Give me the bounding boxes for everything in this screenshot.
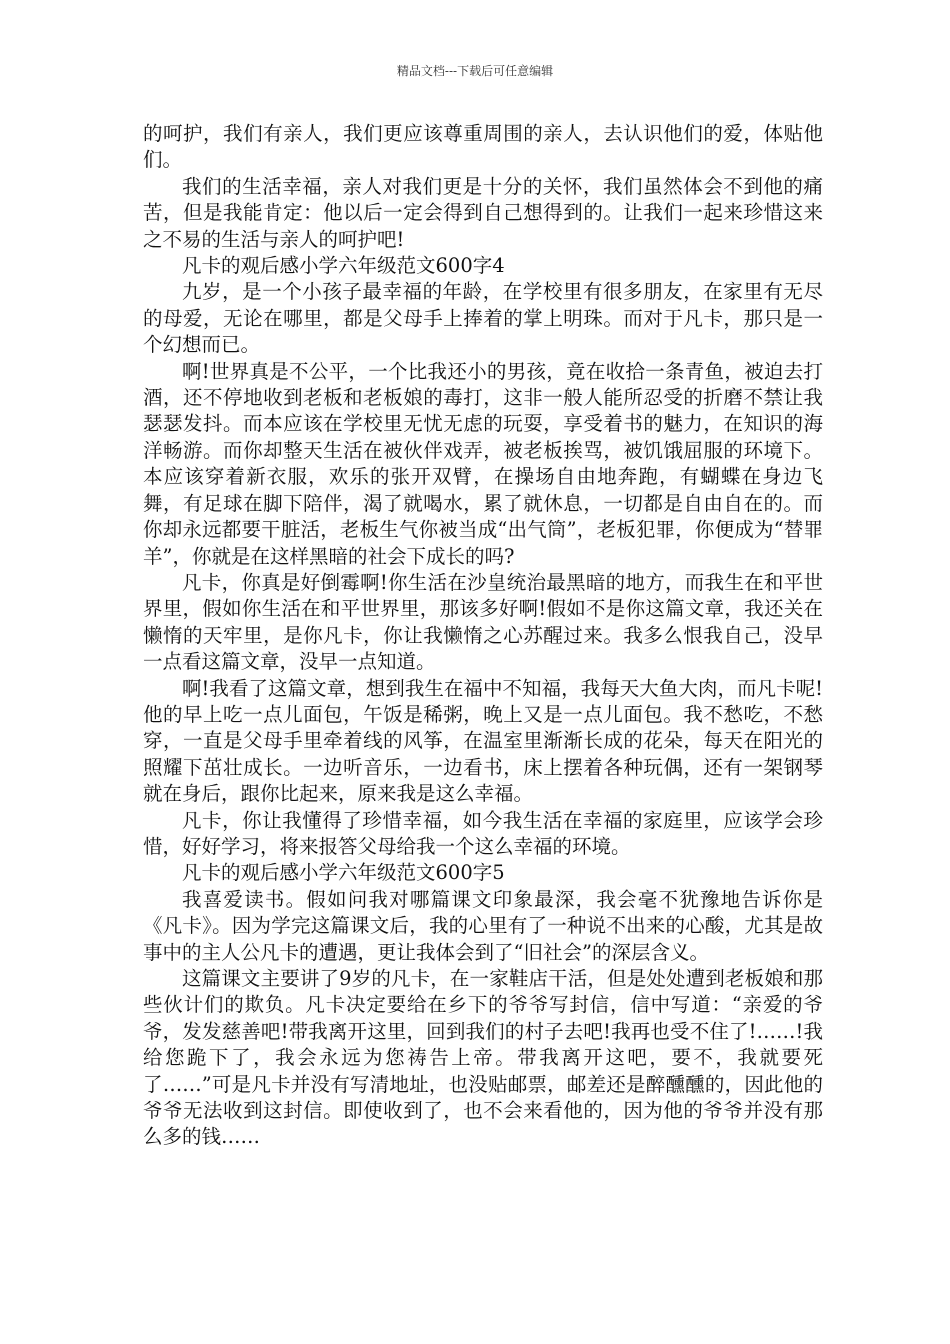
paragraph: 啊!我看了这篇文章，想到我生在福中不知福，我每天大鱼大肉，而凡卡呢!他的早上吃一点儿面包，午饭是稀粥，晚上又是一点儿面包。我不愁吃，不愁穿，一直是父母手里牵着线的风筝，在温室里渐渐长成的花朵，每天在阳光的照耀下茁壮成长。一边听音乐，一边看书，床上摆着各种玩偶，还有一架钢琴就在身后，跟你比起来，原来我是这么幸福。 [143, 676, 823, 806]
paragraph: 的呵护，我们有亲人，我们更应该尊重周围的亲人，去认识他们的爱，体贴他们。 [143, 122, 823, 172]
paragraph: 啊!世界真是不公平，一个比我还小的男孩，竟在收拾一条青鱼，被迫去打酒，还不停地收到老板和老板娘的毒打，这非一般人能所忍受的折磨不禁让我瑟瑟发抖。而本应该在学校里无忧无虑的玩耍，享受着书的魅力，在知识的海洋畅游。而你却整天生活在被伙伴戏弄，被老板挨骂，被饥饿屈服的环境下。本应该穿着新衣服，欢乐的张开双臂，在操场自由地奔跑，有蝴蝶在身边飞舞，有足球在脚下陪伴，渴了就喝水，累了就休息，一切都是自由自在的。而你却永远都要干脏活，老板生气你被当成“出气筒”，老板犯罪，你便成为“替罪羊”，你就是在这样黑暗的社会下成长的吗? [143, 359, 823, 568]
paragraph: 凡卡的观后感小学六年级范文600字4 [182, 254, 505, 278]
paragraph: 凡卡的观后感小学六年级范文600字5 [182, 861, 505, 885]
paragraph: 九岁，是一个小孩子最幸福的年龄，在学校里有很多朋友，在家里有无尽的母爱，无论在哪里，都是父母手上捧着的掌上明珠。而对于凡卡，那只是一个幻想而已。 [143, 280, 823, 357]
paragraph: 凡卡，你真是好倒霉啊!你生活在沙皇统治最黑暗的地方，而我生在和平世界里，假如你生活在和平世界里，那该多好啊!假如不是你这篇文章，我还关在懒惰的天牢里，是你凡卡，你让我懒惰之心苏醒过来。我多么恨我自己，没早一点看这篇文章，没早一点知道。 [143, 570, 823, 674]
paragraph: 凡卡，你让我懂得了珍惜幸福，如今我生活在幸福的家庭里，应该学会珍惜，好好学习，将来报答父母给我一个这么幸福的环境。 [143, 808, 823, 858]
paragraph: 我们的生活幸福，亲人对我们更是十分的关怀，我们虽然体会不到他的痛苦，但是我能肯定：他以后一定会得到自己想得到的。让我们一起来珍惜这来之不易的生活与亲人的呵护吧! [143, 174, 823, 251]
paragraph: 这篇课文主要讲了9岁的凡卡，在一家鞋店干活，但是处处遭到老板娘和那些伙计们的欺负。凡卡决定要给在乡下的爷爷写封信，信中写道：“亲爱的爷爷，发发慈善吧!带我离开这里，回到我们的村子去吧!我再也受不住了!……!我给您跪下了，我会永远为您祷告上帝。带我离开这吧，要不，我就要死了……”可是凡卡并没有写清地址，也没贴邮票，邮差还是醉醺醺的，因此他的爷爷无法收到这封信。即使收到了，也不会来看他的，因为他的爷爷并没有那么多的钱…… [143, 967, 823, 1149]
paragraph: 我喜爱读书。假如问我对哪篇课文印象最深，我会毫不犹豫地告诉你是《凡卡》。因为学完这篇课文后，我的心里有了一种说不出来的心酸，尤其是故事中的主人公凡卡的遭遇，更让我体会到了“旧社会”的深层含义。 [143, 887, 823, 964]
document-body [143, 121, 823, 1151]
page-header: 精品文档---下载后可任意编辑 [396, 64, 554, 78]
